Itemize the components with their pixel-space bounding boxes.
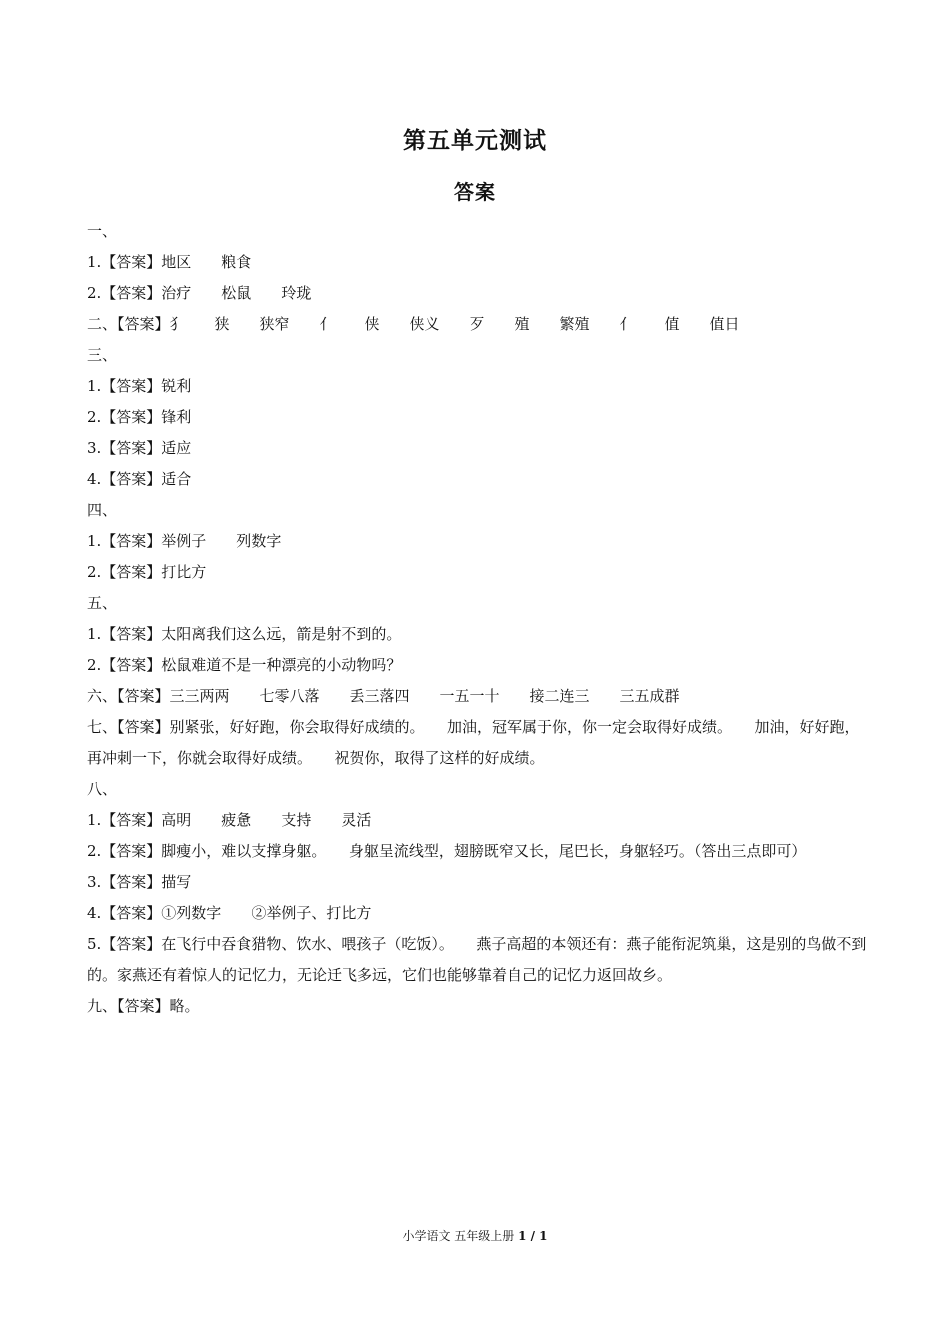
- page-subtitle: 答案: [454, 180, 496, 204]
- answer-line: 1.【答案】举例子 列数字: [87, 532, 282, 550]
- footer-text: 小学语文 五年级上册: [402, 1229, 519, 1243]
- answer-line: 4.【答案】适合: [87, 470, 192, 488]
- answer-line: 3.【答案】适应: [87, 439, 192, 457]
- answer-paragraph: 5.【答案】在飞行中吞食猎物、饮水、喂孩子（吃饭）。 燕子高超的本领还有：燕子能衔泥筑巢，这是别的鸟做不到的。家燕还有着惊人的记忆力，无论迁飞多远，它们也能够靠着自己的记忆力返回故乡。: [87, 935, 867, 984]
- answer-paragraph: 七、【答案】别紧张，好好跑，你会取得好成绩的。 加油，冠军属于你，你一定会取得好成绩。 加油，好好跑，再冲刺一下，你就会取得好成绩。 祝贺你，取得了这样的好成绩。: [87, 718, 860, 767]
- answer-paragraph: 2.【答案】脚瘦小，难以支撑身躯。 身躯呈流线型，翅膀既窄又长，尾巴长，身躯轻巧。（答出三点即可）: [87, 842, 807, 860]
- page-number: 1 / 1: [518, 1229, 548, 1243]
- answer-body: [87, 216, 867, 1022]
- section-3-heading: 三、: [87, 346, 118, 364]
- section-8-heading: 八、: [87, 780, 118, 798]
- answer-line: 2.【答案】松鼠难道不是一种漂亮的小动物吗？: [87, 656, 402, 674]
- page-title: 第五单元测试: [403, 128, 547, 154]
- answer-line: 2.【答案】治疗 松鼠 玲珑: [87, 284, 312, 302]
- section-4-heading: 四、: [87, 501, 118, 519]
- answer-line: 2.【答案】锋利: [87, 408, 192, 426]
- section-5-heading: 五、: [87, 594, 118, 612]
- section-1-heading: 一、: [87, 222, 118, 240]
- answer-line: 1.【答案】地区 粮食: [87, 253, 252, 271]
- answer-line: 六、【答案】三三两两 七零八落 丢三落四 一五一十 接二连三 三五成群: [87, 687, 680, 705]
- answer-line: 1.【答案】锐利: [87, 377, 192, 395]
- page-footer: [0, 1227, 950, 1244]
- answer-line: 1.【答案】高明 疲惫 支持 灵活: [87, 811, 372, 829]
- answer-line: 3.【答案】描写: [87, 873, 192, 891]
- answer-line: 2.【答案】打比方: [87, 563, 207, 581]
- answer-line: 二、【答案】犭 狭 狭窄 亻 侠 侠义 歹 殖 繁殖 亻 值 值日: [87, 315, 740, 333]
- answer-line: 4.【答案】①列数字 ②举例子、打比方: [87, 904, 372, 922]
- answer-line: 九、【答案】略。: [87, 997, 200, 1015]
- answer-line: 1.【答案】太阳离我们这么远，箭是射不到的。: [87, 625, 402, 643]
